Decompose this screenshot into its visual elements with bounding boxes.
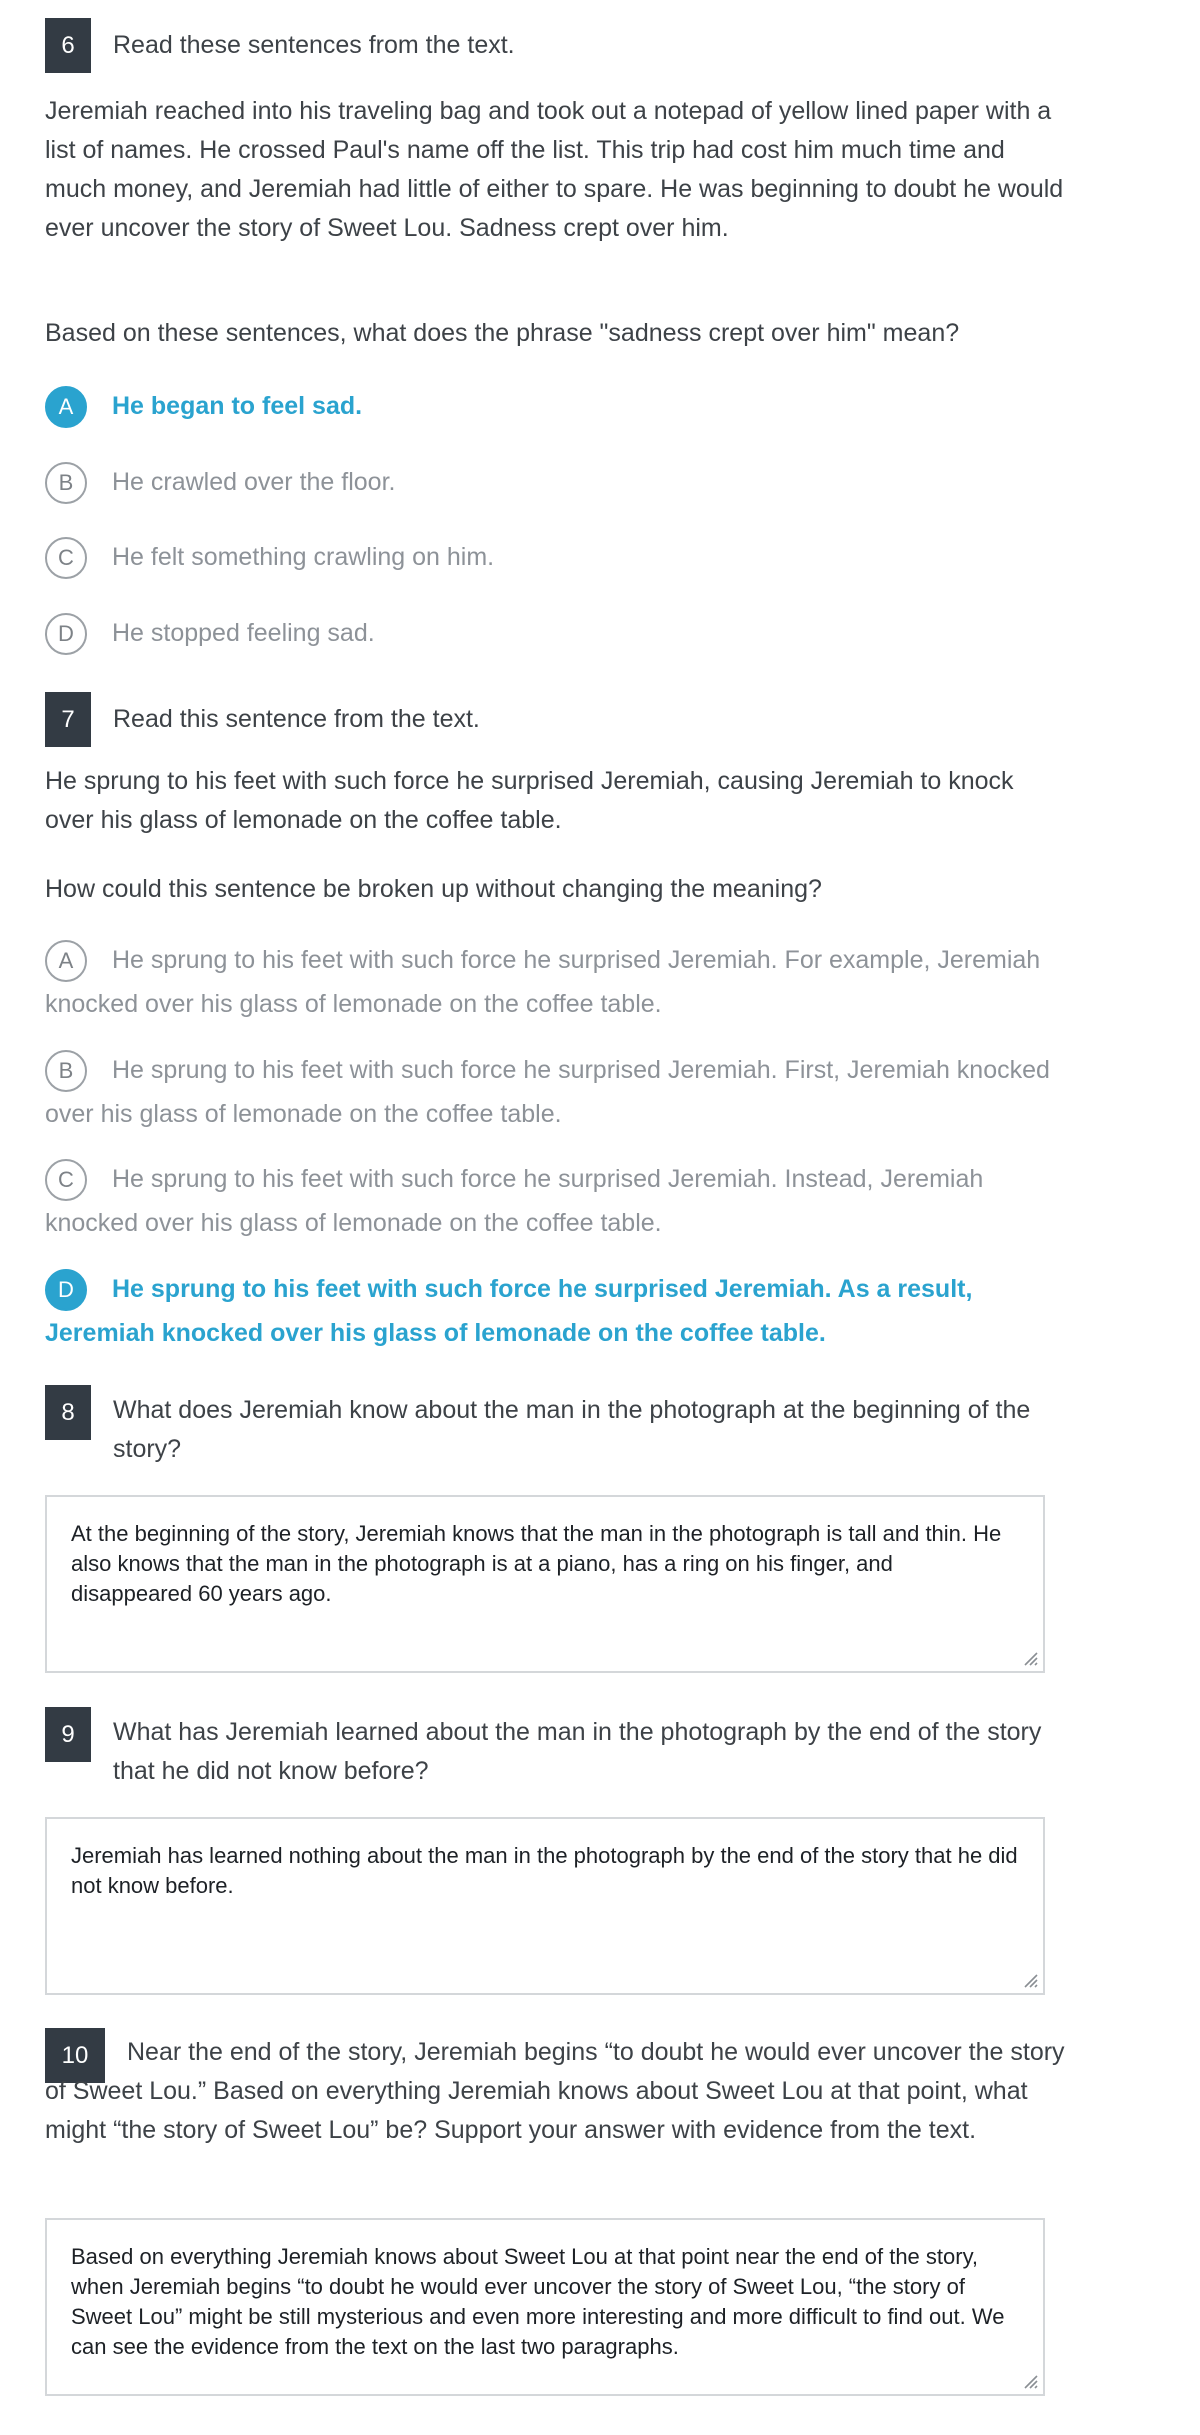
option-text: He stopped feeling sad. [112,619,375,647]
answer-text: Based on everything Jeremiah knows about Sweet Lou at that point near the end of the story, when Jeremiah begins “to doubt he would ever uncover the story of Sweet Lou, “the story of Sweet Lou” might be still mysterious and even more interesting and more difficult to find out. We can see the evidence from the text on the last two paragraphs. [71,2244,1005,2359]
option-text: He sprung to his feet with such force he surprised Jeremiah. First, Jeremiah knocked over his glass of lemonade on the coffee table. [45,1056,1050,1129]
passage-excerpt: Jeremiah reached into his traveling bag and took out a notepad of yellow lined paper with a list of names. He crossed Paul's name off the list. This trip had cost him much time and much money, and Jeremiah had little of either to spare. He was beginning to doubt he would ever uncover the story of Sweet Lou. Sadness crept over him. [45,97,1064,242]
question-number-badge: 7 [45,692,91,747]
resize-handle-icon[interactable] [1021,1649,1039,1667]
question-text: What does Jeremiah know about the man in the photograph at the beginning of the story? [113,1396,1031,1463]
answer-textarea[interactable] [45,1817,1045,1995]
option-text: He sprung to his feet with such force he surprised Jeremiah. Instead, Jeremiah knocked over his glass of lemonade on the coffee table. [45,1165,984,1238]
resize-handle-icon[interactable] [1021,1971,1039,1989]
question-prompt: Read these sentences from the text. [113,31,515,59]
option-text: He sprung to his feet with such force he surprised Jeremiah. As a result, Jeremiah knocked over his glass of lemonade on the coffee table. [45,1275,973,1348]
option-radio[interactable]: B [45,462,87,504]
option-radio[interactable]: D [45,1269,87,1311]
option-d[interactable] [45,1267,1070,1355]
option-text: He felt something crawling on him. [112,543,495,571]
question-number-badge: 8 [45,1385,91,1440]
option-d[interactable] [45,611,1070,655]
option-radio[interactable]: C [45,1159,87,1201]
question-number-badge: 6 [45,18,91,73]
passage-excerpt: He sprung to his feet with such force he surprised Jeremiah, causing Jeremiah to knock over his glass of lemonade on the coffee table. [45,767,1014,834]
option-c[interactable] [45,1157,1070,1245]
option-radio[interactable]: C [45,537,87,579]
question-text: Based on these sentences, what does the phrase "sadness crept over him" mean? [45,319,960,347]
option-c[interactable] [45,535,1070,579]
option-b[interactable] [45,460,1070,504]
option-text: He began to feel sad. [112,392,363,420]
option-text: He sprung to his feet with such force he surprised Jeremiah. For example, Jeremiah knocked over his glass of lemonade on the coffee table. [45,946,1041,1019]
answer-textarea[interactable] [45,2218,1045,2396]
answer-text: At the beginning of the story, Jeremiah knows that the man in the photograph is tall and thin. He also knows that the man in the photograph is at a piano, has a ring on his finger, and disappeared 60 years ago. [71,1521,1002,1606]
option-radio[interactable]: B [45,1050,87,1092]
option-text: He crawled over the floor. [112,468,396,496]
option-radio[interactable]: A [45,940,87,982]
question-text: What has Jeremiah learned about the man in the photograph by the end of the story that he did not know before? [113,1718,1042,1785]
question-prompt: Read this sentence from the text. [113,705,480,733]
option-radio[interactable]: A [45,386,87,428]
resize-handle-icon[interactable] [1021,2372,1039,2390]
question-number-badge: 9 [45,1707,91,1762]
answer-text: Jeremiah has learned nothing about the man in the photograph by the end of the story that he did not know before. [71,1843,1018,1898]
question-text: How could this sentence be broken up without changing the meaning? [45,875,822,903]
option-b[interactable] [45,1048,1070,1136]
option-radio[interactable]: D [45,613,87,655]
option-a[interactable] [45,384,1070,428]
option-a[interactable] [45,938,1070,1026]
question-text: Near the end of the story, Jeremiah begins “to doubt he would ever uncover the story of Sweet Lou.” Based on everything Jeremiah knows about Sweet Lou at that point, what might “the story of Sweet Lou” be? Support your answer with evidence from the text. [45,2038,1065,2144]
question-number-badge: 10 [45,2028,105,2083]
answer-textarea[interactable] [45,1495,1045,1673]
